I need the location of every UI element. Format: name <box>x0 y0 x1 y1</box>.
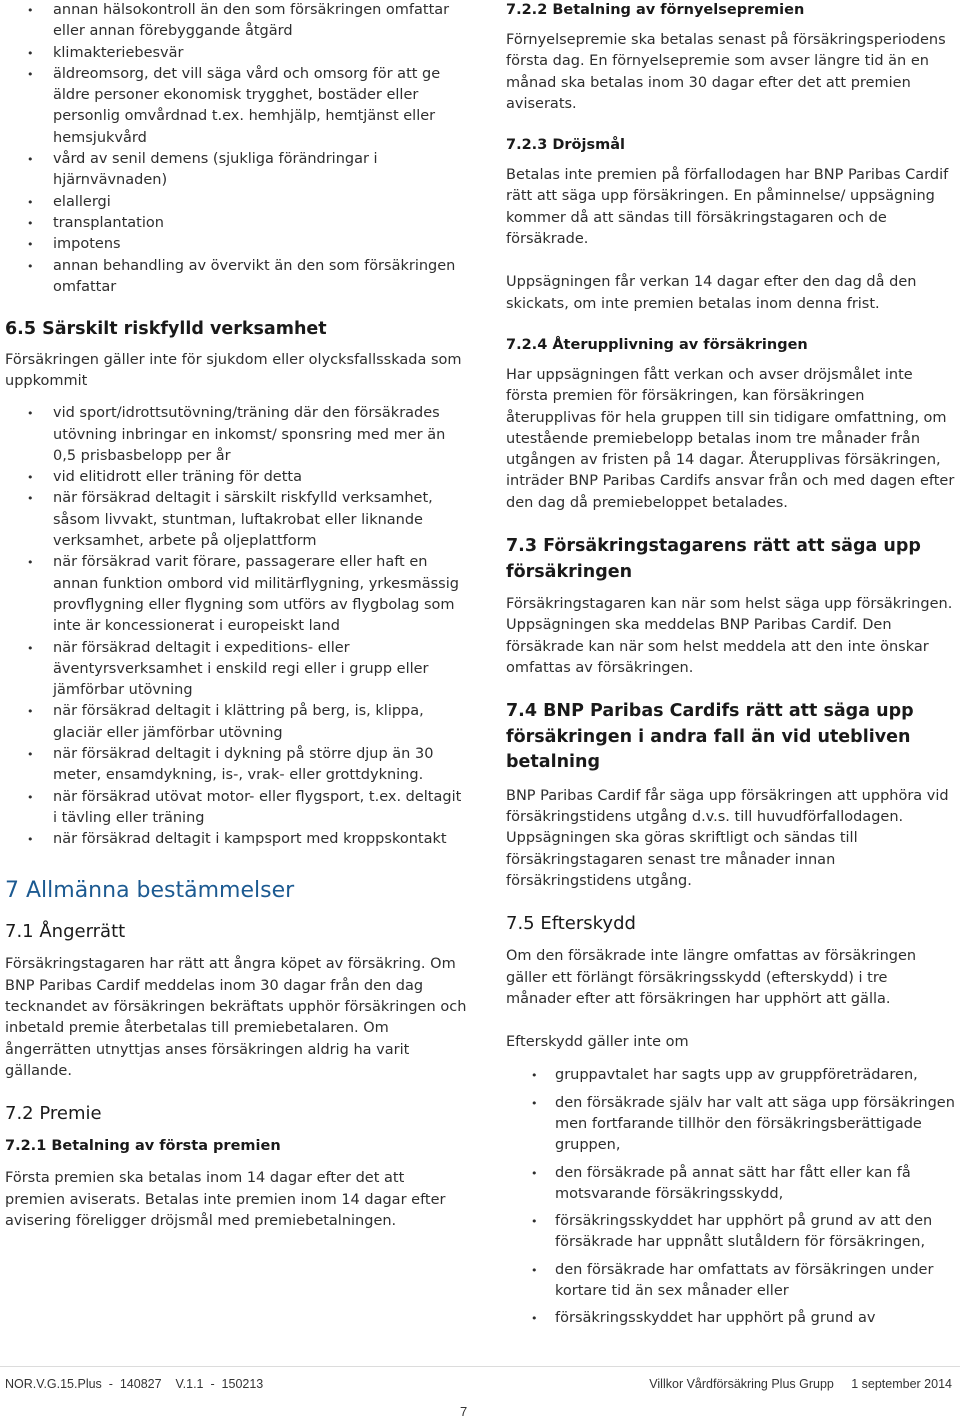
list-item: • när försäkrad varit förare, passagerare eller haft en annan funktion ombord vid militärflygning, yrkesmässig provflygning eller flygning som utförs av flygbolag som inte är koncessionerat i europeiskt land <box>5 552 467 637</box>
section-7-2-2-text: Förnyelsepremie ska betalas senast på försäkringsperiodens första dag. En förnyelsepremie som avser längre tid än en månad ska betalas inom 30 dagar efter det att premien aviserats. <box>506 32 946 112</box>
list-item: • när försäkrad deltagit i dykning på större djup än 30 meter, ensamdykning, is-, vrak- eller grottdykning. <box>5 744 467 787</box>
list-item: • när försäkrad deltagit i kampsport med kroppskontakt <box>5 829 467 850</box>
section-7-4-text: BNP Paribas Cardif får säga upp försäkringen att upphöra vid försäkringstidens utgång d.v.s. till huvudförfallodagen. Uppsägningen ska göras skriftligt och sändas till försäkringstagaren senast tre månader innan försäkringstidens utgång. <box>506 787 949 889</box>
section-7-5-text-2: Efterskydd gäller inte om <box>506 1034 689 1051</box>
list-item: • när försäkrad deltagit i klättring på berg, is, klippa, glaciär eller jämförbar utövning <box>5 701 467 744</box>
section-6-5-bullet-list <box>5 403 467 850</box>
section-6-5-heading: 6.5 Särskilt riskfylld verksamhet <box>5 319 327 340</box>
list-item: • när försäkrad deltagit i expeditions- eller äventyrsverksamhet i enskild regi eller i grupp eller jämförbar utövning <box>5 638 467 702</box>
list-item: • klimakteriebesvär <box>5 43 467 64</box>
section-7-5-heading: 7.5 Efterskydd <box>506 913 636 935</box>
section-7-2-3-text-2: Uppsägningen får verkan 14 dagar efter den dag då den skickats, om inte premien betalas inom denna frist. <box>506 274 917 312</box>
footer-document-code: NOR.V.G.15.Plus - 140827 V.1.1 - 150213 <box>5 1377 264 1391</box>
list-item: • den försäkrade på annat sätt har fått eller kan få motsvarande försäkringsskydd, <box>506 1163 956 1206</box>
list-item: • vård av senil demens (sjukliga förändringar i hjärnvävnaden) <box>5 149 467 192</box>
list-item: • när försäkrad utövat motor- eller flygsport, t.ex. deltagit i tävling eller träning <box>5 787 467 830</box>
right-column <box>506 0 956 1330</box>
list-item: • försäkringsskyddet har upphört på grund av att den försäkrade har uppnått slutåldern för försäkringen, <box>506 1211 956 1254</box>
section-7-2-3-heading: 7.2.3 Dröjsmål <box>506 137 625 154</box>
list-item: • vid elitidrott eller träning för detta <box>5 467 467 488</box>
footer-divider <box>0 1366 960 1367</box>
section-7-2-4-text: Har uppsägningen fått verkan och avser dröjsmålet inte första premien för försäkringen, kan försäkringen återupplivas för hela gruppen till sin tidigare omfattning, om utestående premiebelopp betalas inom tre månader från utgången av fristen på 14 dagar. Återupplivas försäkringen, inträder BNP Paribas Cardifs ansvar från och med dagen efter den dag då premiebeloppet betalades. <box>506 366 955 511</box>
section-7-5-bullet-list <box>506 1065 956 1329</box>
section-7-5-text: Om den försäkrade inte längre omfattas av försäkringen gäller ett förlängt försäkringsskydd (efterskydd) i tre månader efter att försäkringen har upphört att gälla. <box>506 948 917 1007</box>
section-7-2-4-heading: 7.2.4 Återupplivning av försäkringen <box>506 336 808 353</box>
list-item: • elallergi <box>5 192 467 213</box>
list-item: • vid sport/idrottsutövning/träning där den försäkrades utövning inbringar en inkomst/ sponsring med mer än 0,5 prisbasbelopp per år <box>5 403 467 467</box>
section-7-heading: 7 Allmänna bestämmelser <box>5 878 295 904</box>
section-7-2-2-heading: 7.2.2 Betalning av förnyelsepremien <box>506 2 805 18</box>
section-7-2-3-text-1: Betalas inte premien på förfallodagen har BNP Paribas Cardif rätt att säga upp försäkringen. En påminnelse/ uppsägning kommer då att sändas till försäkringstagaren och de försäkrade. <box>506 167 949 248</box>
list-item: • transplantation <box>5 213 467 234</box>
list-item: • annan hälsokontroll än den som försäkringen omfattar eller annan förebyggande åtgärd <box>5 0 467 43</box>
list-item: • när försäkrad deltagit i särskilt riskfylld verksamhet, såsom livvakt, stuntman, luftakrobat eller liknande verksamhet, arbete på oljeplattform <box>5 488 467 552</box>
list-item: • försäkringsskyddet har upphört på grund av <box>506 1308 956 1329</box>
left-column <box>5 0 467 1232</box>
section-6-5-text: Försäkringen gäller inte för sjukdom eller olycksfallsskada som uppkommit <box>5 351 462 389</box>
section-7-4-heading: 7.4 BNP Paribas Cardifs rätt att säga upp försäkringen i andra fall än vid utebliven betalning <box>506 701 914 773</box>
intro-bullet-list <box>5 0 467 298</box>
page-number: 7 <box>460 1404 468 1419</box>
list-item: • impotens <box>5 234 467 255</box>
list-item: • den försäkrade själv har valt att säga upp försäkringen men fortfarande tillhör den försäkringsberättigade gruppen, <box>506 1093 956 1157</box>
section-7-2-1-text: Första premien ska betalas inom 14 dagar efter det att premien aviserats. Betalas inte premien inom 14 dagar efter avisering föreligger dröjsmål med premiebetalningen. <box>5 1170 446 1229</box>
section-7-1-text: Försäkringstagaren har rätt att ångra köpet av försäkring. Om BNP Paribas Cardif meddelas inom 30 dagar från den dag tecknandet av försäkringen bekräftats upphör försäkringen och inbetald premie återbetalas till premiebetalaren. Om ångerrätten utnyttjas anses försäkringen aldrig ha varit gällande. <box>5 956 467 1079</box>
section-7-3-heading: 7.3 Försäkringstagarens rätt att säga upp försäkringen <box>506 536 921 582</box>
list-item: • den försäkrade har omfattats av försäkringen under kortare tid än sex månader eller <box>506 1260 956 1303</box>
section-7-1-heading: 7.1 Ångerrätt <box>5 921 126 943</box>
list-item: • annan behandling av övervikt än den som försäkringen omfattar <box>5 256 467 299</box>
section-7-3-text: Försäkringstagaren kan när som helst säga upp försäkringen. Uppsägningen ska meddelas BNP Paribas Cardif. Den försäkrade kan när som helst meddela att den inte önskar omfattas av försäkringen. <box>506 596 953 676</box>
list-item: • äldreomsorg, det vill säga vård och omsorg för att ge äldre personer ekonomisk trygghet, bostäder eller personlig omvårdnad t.ex. hemhjälp, hemtjänst eller hemsjukvård <box>5 64 467 149</box>
footer-document-title: Villkor Vårdförsäkring Plus Grupp 1 september 2014 <box>649 1377 952 1391</box>
list-item: • gruppavtalet har sagts upp av gruppföreträdaren, <box>506 1065 956 1086</box>
section-7-2-heading: 7.2 Premie <box>5 1103 102 1125</box>
section-7-2-1-heading: 7.2.1 Betalning av första premien <box>5 1138 281 1155</box>
